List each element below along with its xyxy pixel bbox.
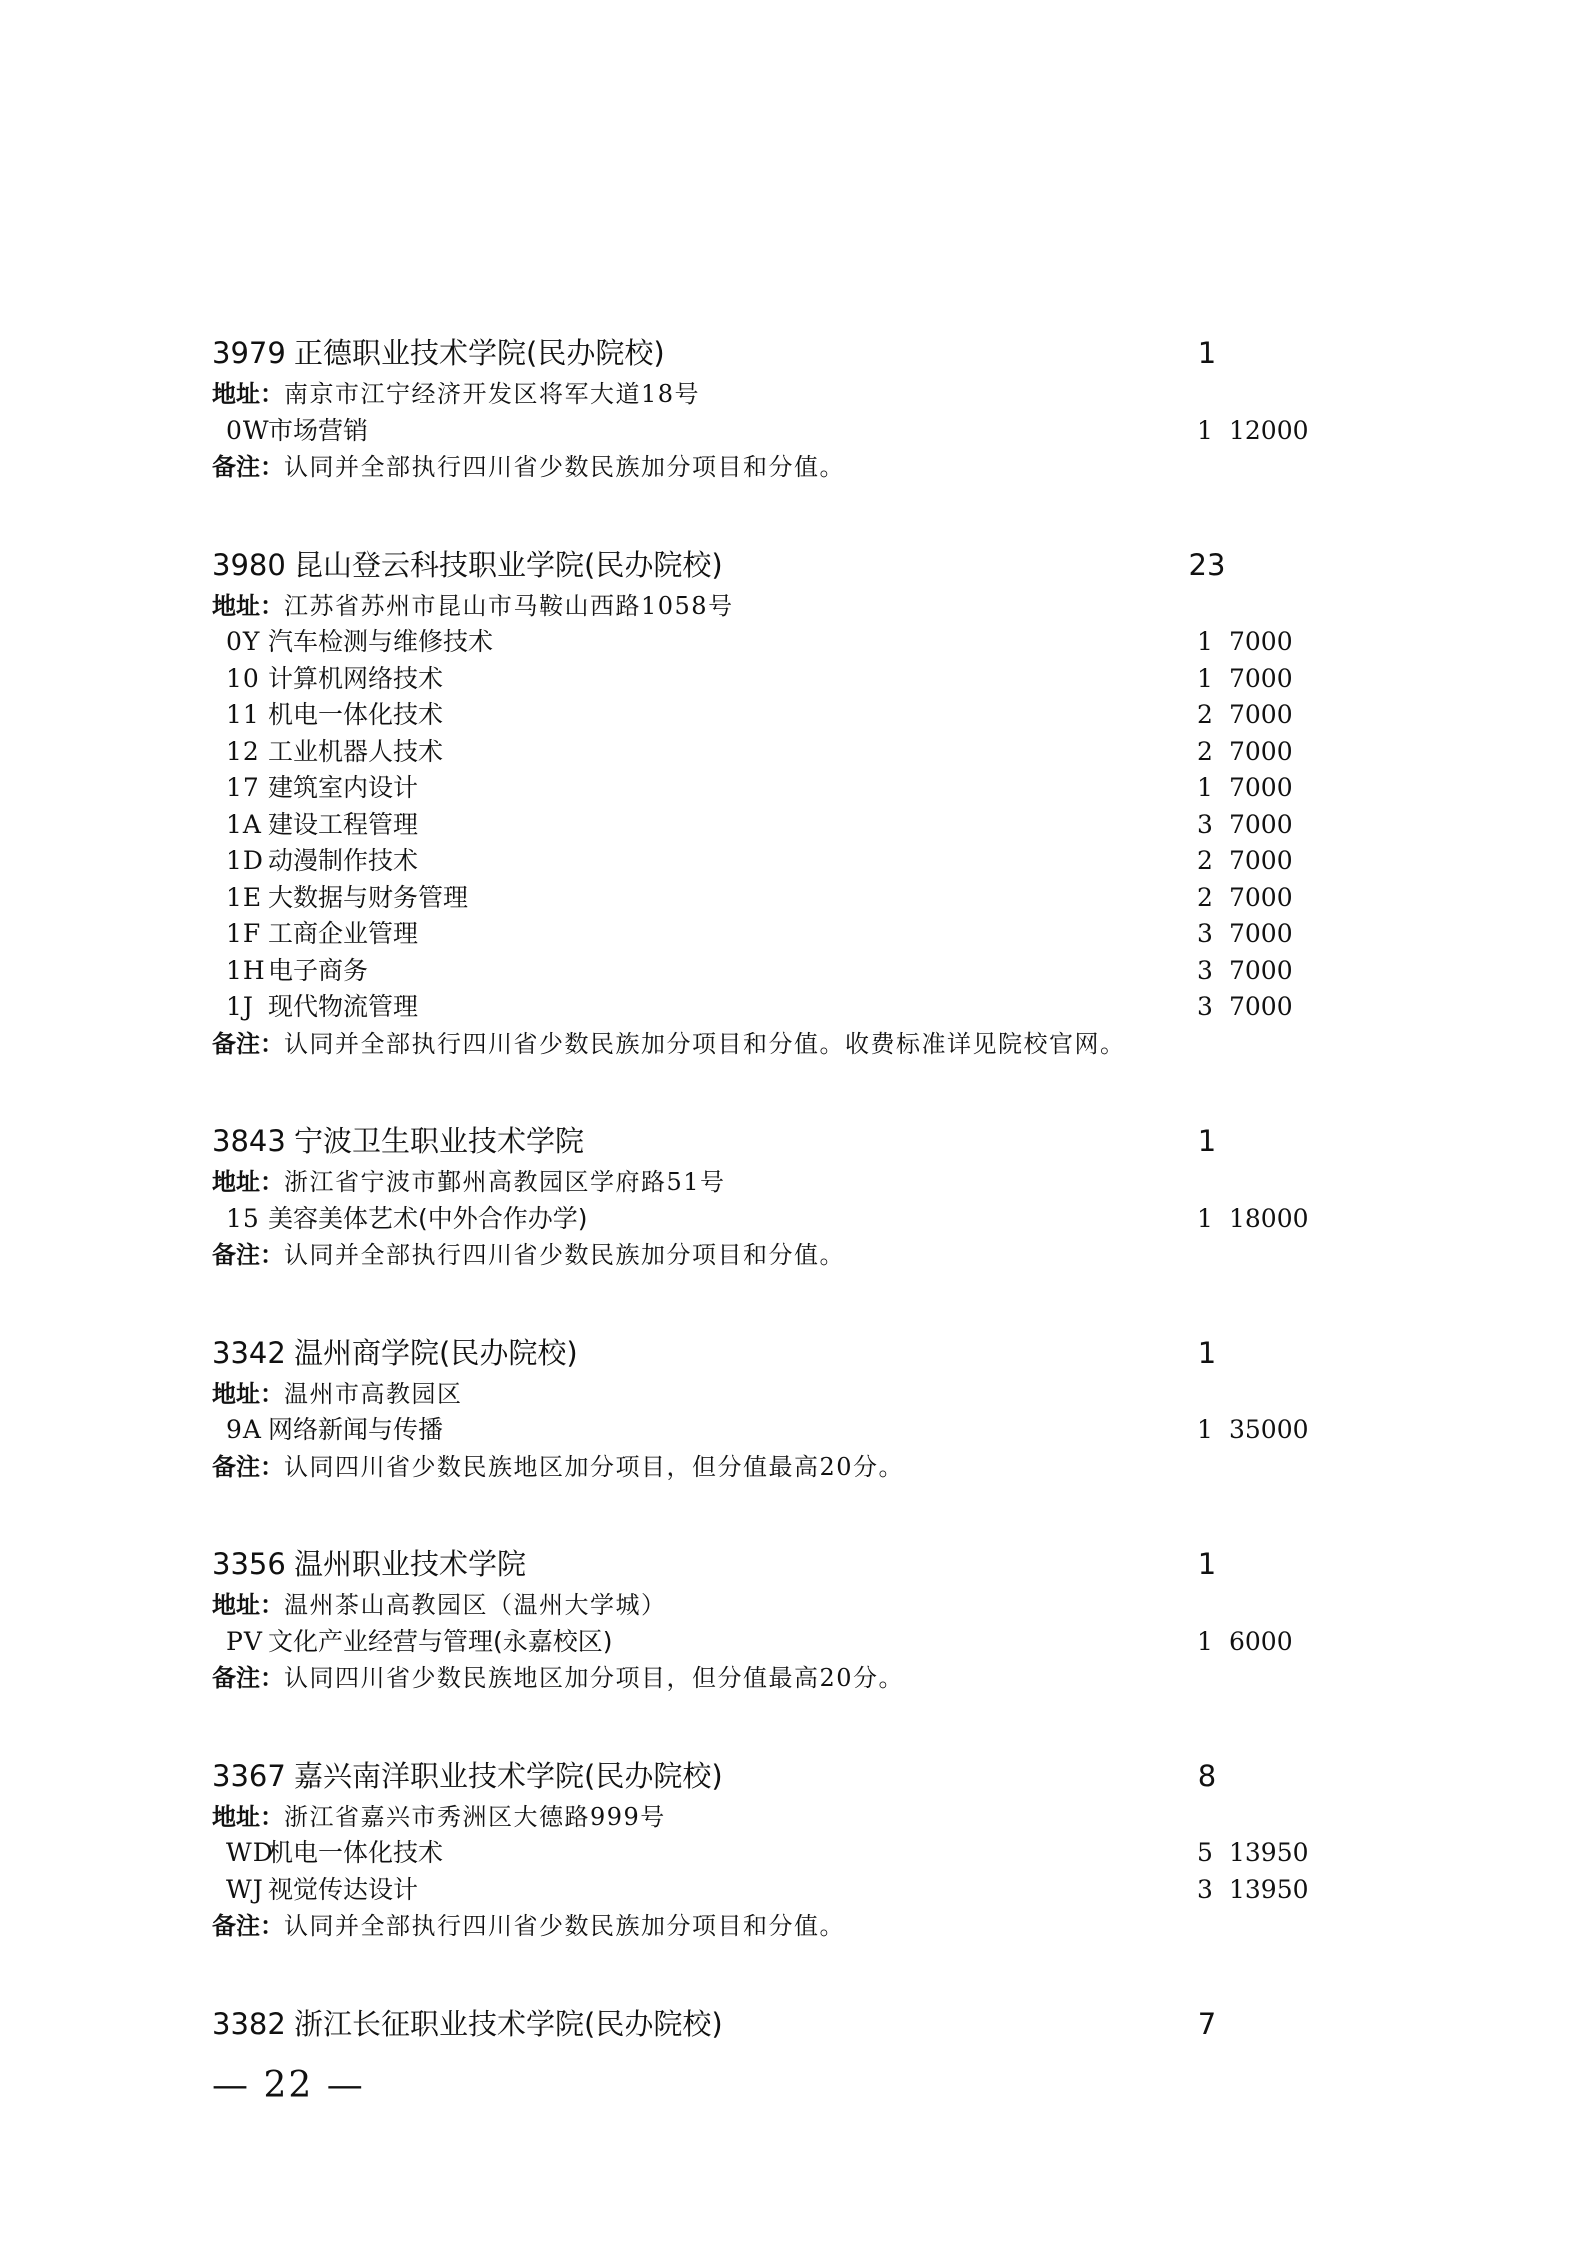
major-code: 1D — [226, 846, 264, 875]
major-row — [212, 413, 1352, 450]
note-label: 备注： — [212, 1664, 284, 1692]
major-fee: 7000 — [1229, 809, 1293, 839]
major-code: 1H — [226, 955, 266, 985]
major-name: 机电一体化技术 — [268, 700, 444, 729]
major-plan: 1 — [1197, 1415, 1213, 1444]
major-row — [212, 843, 1352, 880]
school-header — [212, 330, 1352, 376]
school-note — [212, 1026, 1352, 1063]
major-plan: 3 — [1197, 955, 1213, 985]
major-plan: 3 — [1197, 992, 1213, 1021]
school-name: 宁波卫生职业技术学院 — [294, 1124, 585, 1158]
major-row — [212, 1412, 1352, 1449]
note-text: 认同四川省少数民族地区加分项目，但分值最高20分。 — [284, 1452, 905, 1481]
major-list — [212, 624, 1352, 1026]
major-list — [212, 1412, 1352, 1449]
address-text: 浙江省宁波市鄞州高教园区学府路51号 — [284, 1168, 726, 1196]
school-block — [212, 1118, 1352, 1274]
major-code: PV — [226, 1626, 263, 1656]
major-plan: 1 — [1197, 627, 1213, 656]
school-header — [212, 1118, 1352, 1164]
school-address — [212, 376, 1352, 413]
school-name: 正德职业技术学院(民办院校) — [294, 336, 665, 370]
note-text: 认同四川省少数民族地区加分项目，但分值最高20分。 — [284, 1664, 905, 1692]
major-list — [212, 1835, 1352, 1908]
school-header — [212, 1330, 1352, 1376]
school-name: 温州商学院(民办院校) — [294, 1335, 578, 1370]
address-text: 江苏省苏州市昆山市马鞍山西路1058号 — [284, 591, 734, 620]
school-code: 3367 — [212, 1758, 286, 1793]
major-fee: 13950 — [1229, 1838, 1309, 1867]
school-note — [212, 1449, 1352, 1486]
school-block — [212, 1541, 1352, 1697]
note-label: 备注： — [212, 1452, 284, 1481]
major-plan: 5 — [1197, 1838, 1213, 1867]
major-code: 11 — [226, 700, 260, 729]
major-name: 动漫制作技术 — [268, 846, 419, 875]
major-name: 现代物流管理 — [268, 992, 419, 1021]
school-header — [212, 2001, 1352, 2047]
major-row — [212, 880, 1352, 917]
major-fee: 35000 — [1229, 1415, 1309, 1444]
school-total-plan: 7 — [1197, 2006, 1217, 2041]
major-row — [212, 661, 1352, 698]
school-address — [212, 1587, 1352, 1624]
major-row — [212, 916, 1352, 953]
note-text: 认同并全部执行四川省少数民族加分项目和分值。 — [284, 453, 845, 481]
school-header — [212, 542, 1352, 588]
school-address — [212, 1164, 1352, 1201]
major-name: 建筑室内设计 — [268, 773, 419, 802]
address-label: 地址： — [212, 1168, 284, 1196]
major-code: 1A — [226, 809, 262, 839]
major-row — [212, 770, 1352, 807]
major-fee: 7000 — [1229, 992, 1293, 1021]
address-text: 南京市江宁经济开发区将军大道18号 — [284, 380, 701, 408]
major-fee: 13950 — [1229, 1874, 1309, 1904]
major-fee: 7000 — [1229, 882, 1293, 912]
major-list — [212, 1201, 1352, 1238]
major-row — [212, 953, 1352, 990]
major-list — [212, 413, 1352, 450]
major-code: 0Y — [226, 627, 261, 656]
major-plan: 2 — [1197, 882, 1213, 912]
major-fee: 7000 — [1229, 627, 1293, 656]
major-plan: 3 — [1197, 919, 1213, 948]
major-code: 17 — [226, 773, 260, 802]
major-name: 工商企业管理 — [268, 919, 419, 948]
note-label: 备注： — [212, 1912, 284, 1940]
enrollment-document — [212, 330, 1352, 2047]
note-label: 备注： — [212, 453, 284, 481]
major-fee: 7000 — [1229, 663, 1293, 693]
school-note — [212, 1237, 1352, 1274]
address-label: 地址： — [212, 1379, 284, 1408]
major-name: 汽车检测与维修技术 — [268, 627, 494, 656]
school-code: 3979 — [212, 336, 286, 370]
major-code: 9A — [226, 1415, 262, 1444]
major-fee: 18000 — [1229, 1203, 1309, 1233]
school-total-plan: 23 — [1188, 547, 1226, 582]
major-plan: 3 — [1197, 1874, 1213, 1904]
major-list — [212, 1624, 1352, 1661]
school-code: 3342 — [212, 1335, 286, 1370]
address-text: 浙江省嘉兴市秀洲区大德路999号 — [284, 1802, 666, 1831]
major-row — [212, 1872, 1352, 1909]
major-code: WJ — [226, 1874, 264, 1904]
note-text: 认同并全部执行四川省少数民族加分项目和分值。 — [284, 1912, 845, 1940]
school-address — [212, 1376, 1352, 1413]
school-block — [212, 330, 1352, 486]
note-label: 备注： — [212, 1029, 284, 1058]
major-name: 机电一体化技术 — [268, 1838, 444, 1867]
major-code: 1F — [226, 919, 262, 948]
major-name: 美容美体艺术(中外合作办学) — [268, 1203, 588, 1233]
school-name: 嘉兴南洋职业技术学院(民办院校) — [294, 1758, 723, 1793]
school-total-plan: 1 — [1197, 1124, 1217, 1158]
major-row — [212, 1201, 1352, 1238]
major-code: 10 — [226, 663, 260, 693]
school-header — [212, 1541, 1352, 1587]
major-plan: 2 — [1197, 736, 1213, 766]
major-fee: 7000 — [1229, 700, 1293, 729]
major-code: 1J — [226, 992, 254, 1021]
major-plan: 1 — [1197, 773, 1213, 802]
note-text: 认同并全部执行四川省少数民族加分项目和分值。 — [284, 1241, 845, 1269]
major-code: 12 — [226, 736, 260, 766]
address-label: 地址： — [212, 380, 284, 408]
address-label: 地址： — [212, 1591, 284, 1619]
school-total-plan: 1 — [1197, 1547, 1217, 1581]
major-code: 0W — [226, 415, 270, 445]
school-name: 温州职业技术学院 — [294, 1547, 527, 1581]
school-code: 3980 — [212, 547, 286, 582]
page-number: — 22 — — [212, 2065, 365, 2106]
school-code: 3843 — [212, 1124, 286, 1158]
major-row — [212, 807, 1352, 844]
school-code: 3382 — [212, 2006, 286, 2041]
note-text: 认同并全部执行四川省少数民族加分项目和分值。收费标准详见院校官网。 — [284, 1029, 1126, 1058]
major-plan: 3 — [1197, 809, 1213, 839]
major-plan: 2 — [1197, 700, 1213, 729]
major-row — [212, 989, 1352, 1026]
major-row — [212, 1835, 1352, 1872]
major-row — [212, 624, 1352, 661]
school-name: 昆山登云科技职业学院(民办院校) — [294, 547, 723, 582]
school-total-plan: 1 — [1197, 336, 1217, 370]
major-plan: 2 — [1197, 846, 1213, 875]
school-total-plan: 1 — [1197, 1335, 1217, 1370]
major-fee: 7000 — [1229, 955, 1293, 985]
major-fee: 7000 — [1229, 773, 1293, 802]
major-row — [212, 1624, 1352, 1661]
school-note — [212, 1908, 1352, 1945]
major-fee: 6000 — [1229, 1626, 1293, 1656]
school-code: 3356 — [212, 1547, 286, 1581]
major-fee: 7000 — [1229, 736, 1293, 766]
major-row — [212, 697, 1352, 734]
major-plan: 1 — [1197, 1626, 1213, 1656]
major-fee: 12000 — [1229, 415, 1309, 445]
major-plan: 1 — [1197, 415, 1213, 445]
school-address — [212, 1799, 1352, 1836]
school-block — [212, 1753, 1352, 1945]
school-name: 浙江长征职业技术学院(民办院校) — [294, 2006, 723, 2041]
major-name: 网络新闻与传播 — [268, 1415, 444, 1444]
major-plan: 1 — [1197, 1203, 1213, 1233]
major-name: 建设工程管理 — [268, 809, 419, 839]
major-plan: 1 — [1197, 663, 1213, 693]
major-name: 大数据与财务管理 — [268, 882, 469, 912]
address-text: 温州市高教园区 — [284, 1379, 463, 1408]
school-total-plan: 8 — [1197, 1758, 1217, 1793]
note-label: 备注： — [212, 1241, 284, 1269]
major-code: 15 — [226, 1203, 260, 1233]
major-name: 工业机器人技术 — [268, 736, 444, 766]
major-name: 文化产业经营与管理(永嘉校区) — [268, 1626, 613, 1656]
school-block — [212, 1330, 1352, 1486]
major-fee: 7000 — [1229, 919, 1293, 948]
school-block — [212, 542, 1352, 1063]
address-label: 地址： — [212, 591, 284, 620]
address-text: 温州茶山高教园区（温州大学城） — [284, 1591, 667, 1619]
school-block — [212, 2001, 1352, 2047]
major-code: 1E — [226, 882, 263, 912]
school-address — [212, 588, 1352, 625]
address-label: 地址： — [212, 1802, 284, 1831]
major-name: 电子商务 — [268, 955, 369, 985]
major-row — [212, 734, 1352, 771]
major-code: WD — [226, 1838, 274, 1867]
major-fee: 7000 — [1229, 846, 1293, 875]
major-name: 市场营销 — [268, 415, 369, 445]
school-note — [212, 1660, 1352, 1697]
major-name: 计算机网络技术 — [268, 663, 444, 693]
major-name: 视觉传达设计 — [268, 1874, 419, 1904]
school-header — [212, 1753, 1352, 1799]
school-note — [212, 449, 1352, 486]
